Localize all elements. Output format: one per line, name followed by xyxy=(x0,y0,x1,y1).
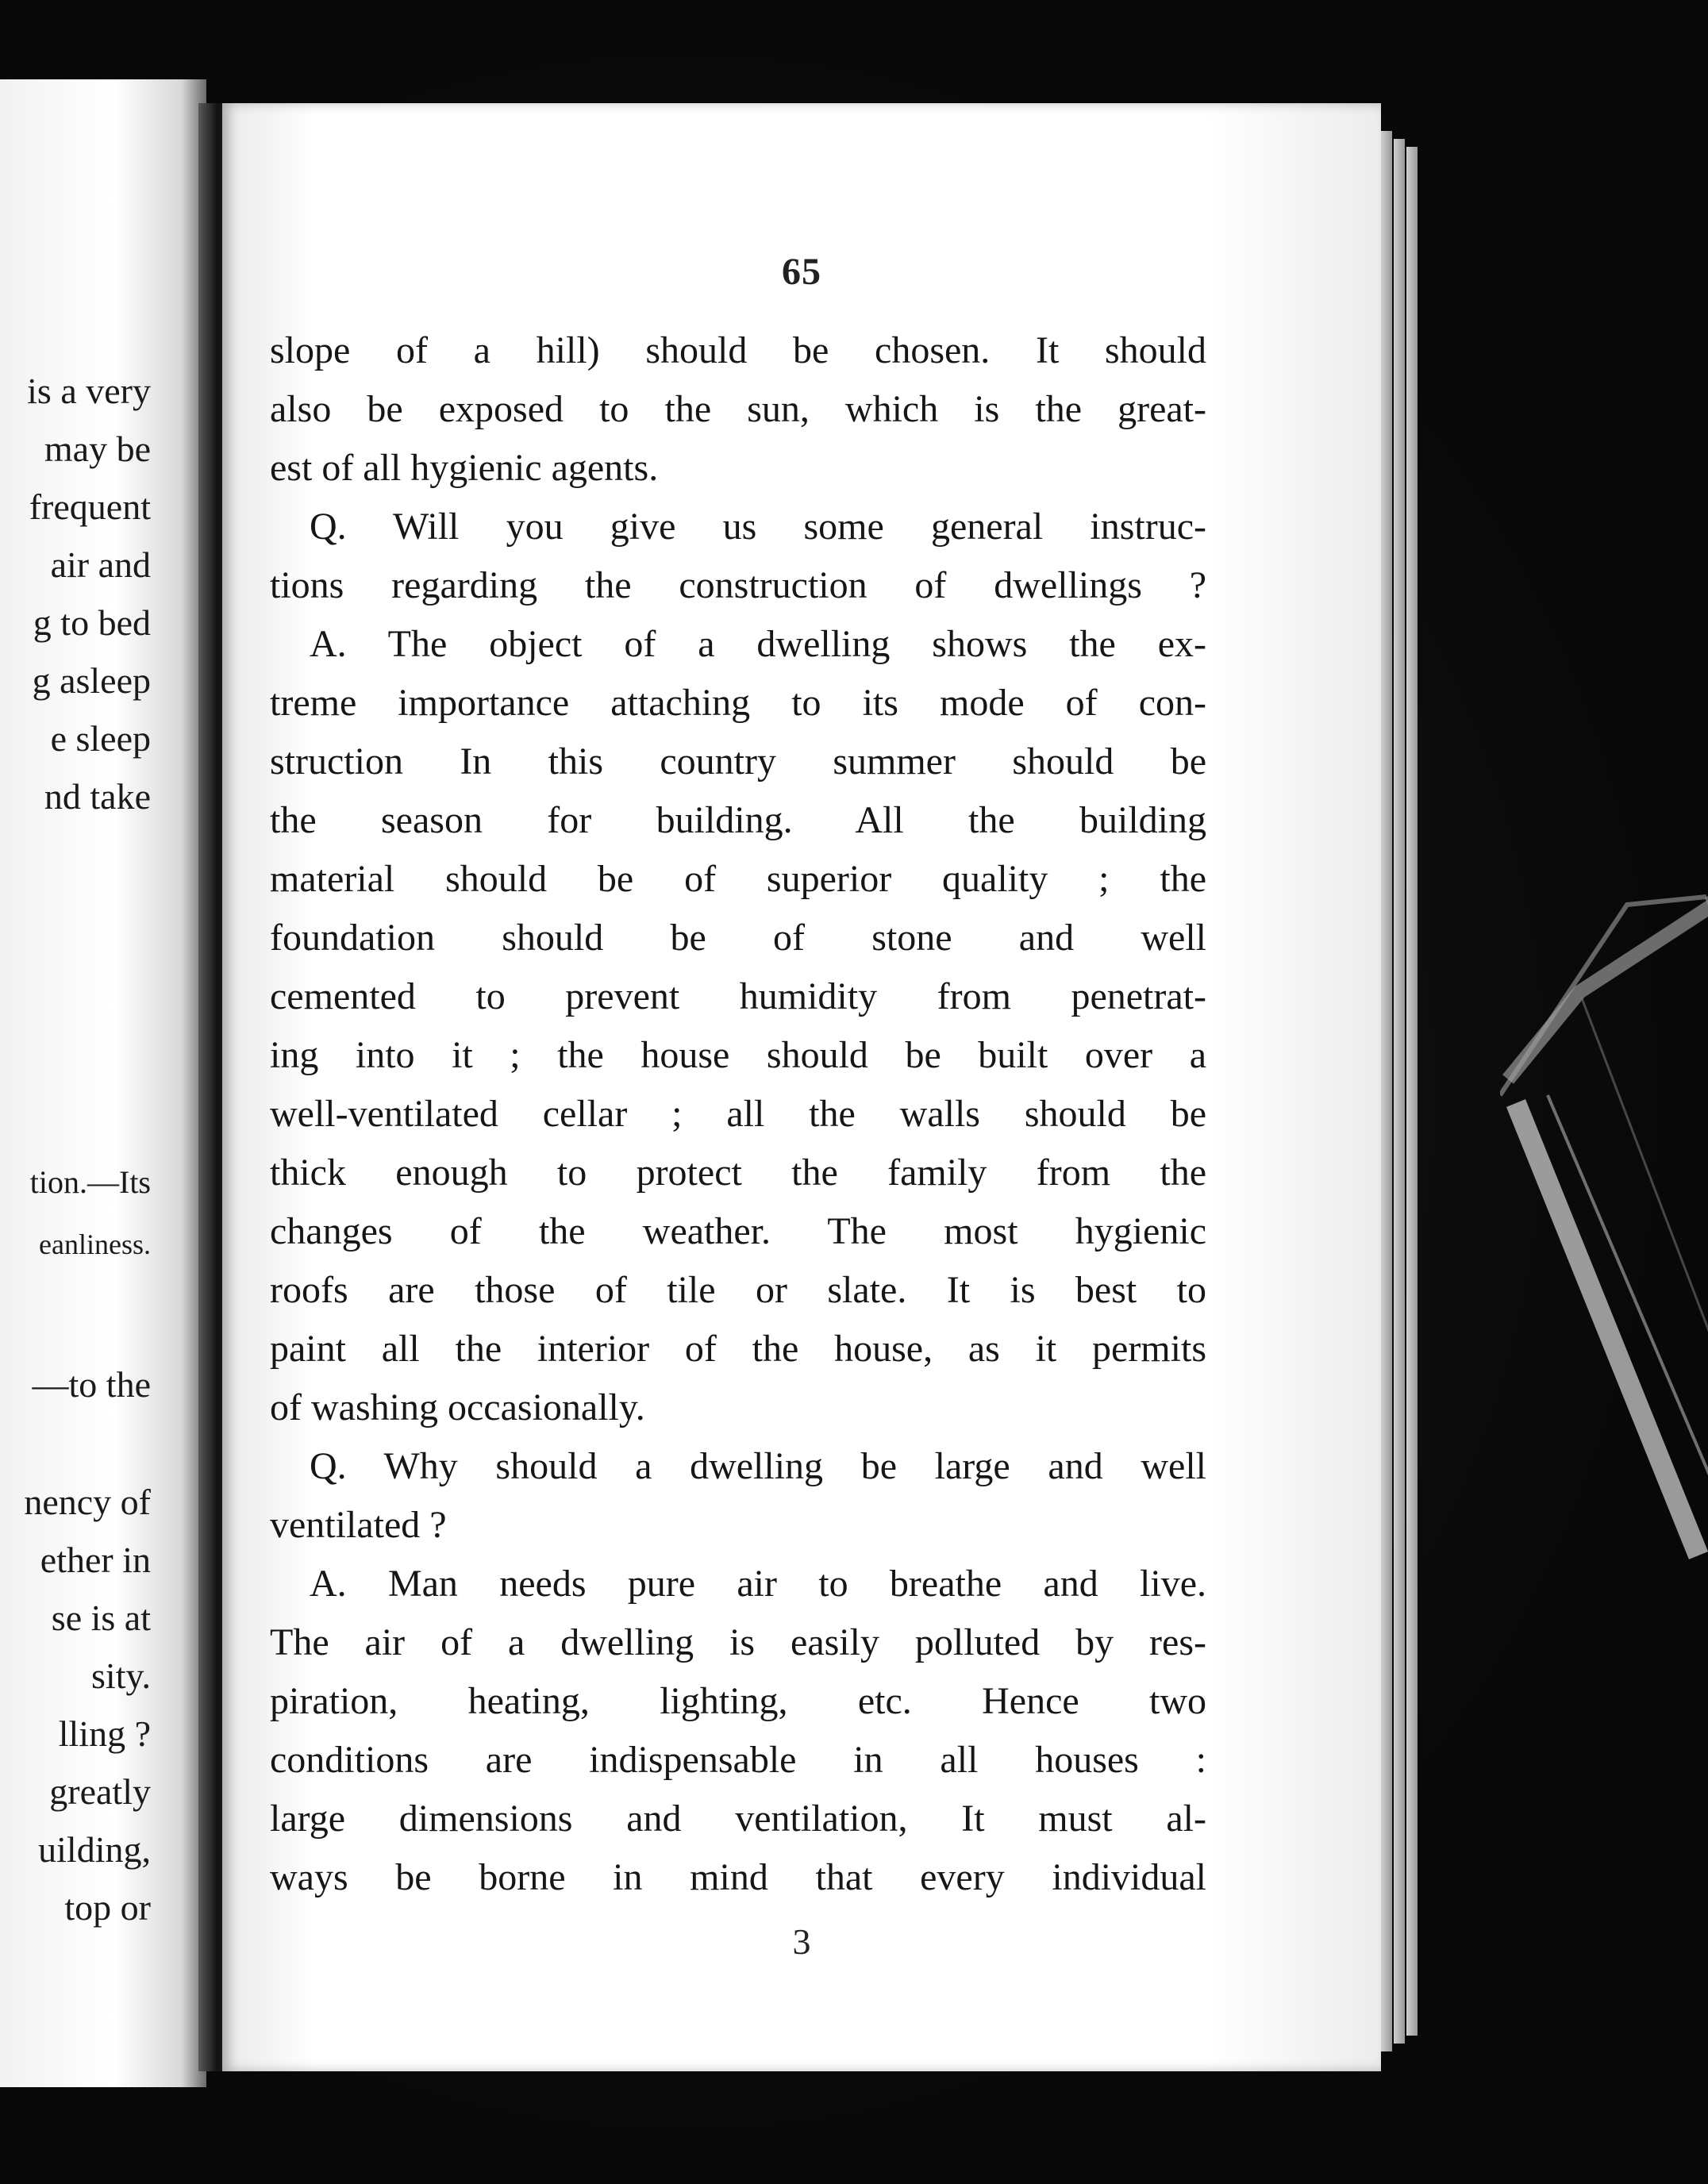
text-line: cemented to prevent humidity from penetrat- xyxy=(270,975,1206,1017)
text-line: changes of the weather. The most hygienic xyxy=(270,1210,1206,1252)
text-line: est of all hygienic agents. xyxy=(270,447,659,489)
left-page-line: ether in xyxy=(40,1540,151,1580)
left-page xyxy=(0,79,206,2087)
text-line: slope of a hill) should be chosen. It should xyxy=(270,329,1206,371)
left-page-line: g asleep xyxy=(32,660,151,701)
left-page-line: is a very xyxy=(27,371,151,411)
left-page-line: top or xyxy=(64,1887,151,1928)
text-line: large dimensions and ventilation, It must al- xyxy=(270,1798,1206,1840)
text-line: Q. Why should a dwelling be large and well xyxy=(310,1445,1206,1487)
text-line: ways be borne in mind that every individual xyxy=(270,1856,1206,1898)
text-line: roofs are those of tile or slate. It is best to xyxy=(270,1269,1206,1311)
text-line: treme importance attaching to its mode of con- xyxy=(270,682,1206,724)
text-line: piration, heating, lighting, etc. Hence two xyxy=(270,1680,1206,1722)
left-page-line: nency of xyxy=(24,1482,151,1522)
left-page-line: tion.—Its xyxy=(29,1164,151,1200)
text-line: tions regarding the construction of dwellings ? xyxy=(270,564,1206,606)
text-line: Q. Will you give us some general instruc- xyxy=(310,506,1206,548)
page-stack-edge xyxy=(1394,139,1405,2044)
text-line: also be exposed to the sun, which is the great- xyxy=(270,388,1206,430)
left-page-line: uilding, xyxy=(38,1829,151,1870)
left-page-line: se is at xyxy=(51,1598,151,1638)
text-line: paint all the interior of the house, as it permits xyxy=(270,1328,1206,1370)
left-page-line: air and xyxy=(50,544,151,585)
text-line: of washing occasionally. xyxy=(270,1386,645,1428)
left-page-line: may be xyxy=(44,429,151,469)
left-page-line: lling ? xyxy=(58,1713,151,1754)
page-stack-edge xyxy=(1381,131,1392,2051)
text-line: A. The object of a dwelling shows the ex- xyxy=(310,623,1206,665)
text-line: material should be of superior quality ; the xyxy=(270,858,1206,900)
left-page-line: —to the xyxy=(32,1364,151,1405)
text-line: struction In this country summer should be xyxy=(270,740,1206,782)
left-page-line: greatly xyxy=(49,1771,151,1812)
text-line: The air of a dwelling is easily polluted by res- xyxy=(270,1621,1206,1663)
glass-plate xyxy=(1500,873,1708,1905)
signature-mark: 3 xyxy=(792,1921,811,1962)
left-page-line: eanliness. xyxy=(39,1228,151,1260)
book-page xyxy=(222,103,1381,2071)
left-page-line: g to bed xyxy=(33,602,151,643)
left-page-line: frequent xyxy=(29,486,151,527)
left-page-line: sity. xyxy=(91,1655,151,1696)
text-line: conditions are indispensable in all houses : xyxy=(270,1739,1206,1781)
text-line: ventilated ? xyxy=(270,1504,447,1546)
text-line: ing into it ; the house should be built over a xyxy=(270,1034,1206,1076)
text-line: well-ventilated cellar ; all the walls should be xyxy=(270,1093,1206,1135)
text-line: A. Man needs pure air to breathe and live. xyxy=(310,1563,1206,1605)
text-line: foundation should be of stone and well xyxy=(270,917,1206,959)
page-stack-edge xyxy=(1406,147,1418,2036)
left-page-line: nd take xyxy=(44,776,151,817)
left-page-line: e sleep xyxy=(50,718,151,759)
text-line: thick enough to protect the family from the xyxy=(270,1152,1206,1194)
page-number: 65 xyxy=(782,251,821,293)
text-line: the season for building. All the building xyxy=(270,799,1206,841)
